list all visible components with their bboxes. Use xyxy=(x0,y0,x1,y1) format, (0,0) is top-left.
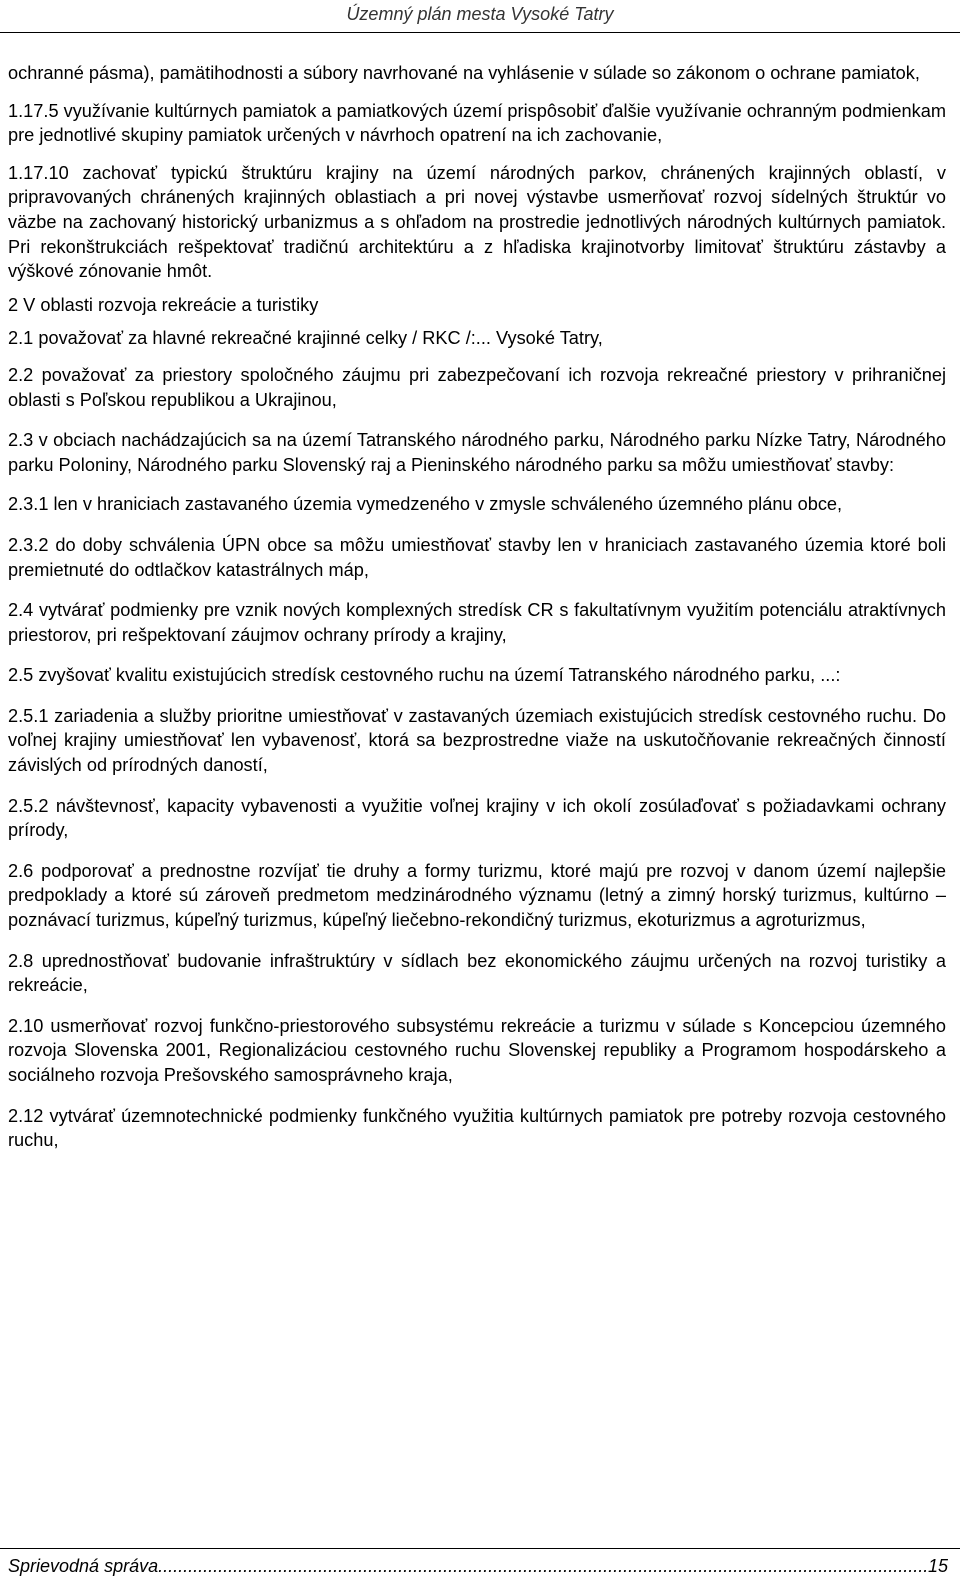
paragraph-2-6: 2.6 podporovať a prednostne rozvíjať tie druhy a formy turizmu, ktoré majú pre rozvoj v danom území najlepšie predpoklady a ktoré sú zároveň predmetom medzinárodného významu (letný a zimný horský turizmus, kultúrno – poznávací turizmus, kúpeľný turizmus, kúpeľný liečebno-rekondičný turizmus, ekoturizmus a agroturizmus, xyxy=(8,860,946,931)
paragraph-2-3-2: 2.3.2 do doby schválenia ÚPN obce sa môžu umiestňovať stavby len v hraniciach zastavaného územia ktoré boli premietnuté do odtlačkov katastrálnych máp, xyxy=(8,534,946,580)
section-heading-recreation: 2 V oblasti rozvoja rekreácie a turistiky xyxy=(8,294,319,315)
paragraph-2-3: 2.3 v obciach nachádzajúcich sa na území Tatranského národného parku, Národného parku Nízke Tatry, Národného parku Poloniny, Národného parku Slovenský raj a Pieninského národného parku sa môžu umiestňovať stavby: xyxy=(8,430,946,475)
footer-label: Sprievodná správa xyxy=(8,1556,159,1576)
paragraph-protected-zones: ochranné pásma), pamätihodnosti a súbory navrhované na vyhlásenie v súlade so zákonom o ochrane pamiatok, xyxy=(8,63,920,83)
paragraph-2-10: 2.10 usmerňovať rozvoj funkčno-priestorového subsystému rekreácie a turizmu v súlade s Koncepciou územného rozvoja Slovenska 2001, Regionalizáciou cestovného ruchu Slovenskej republiky a Programom hospodárskeho a sociálneho rozvoja Prešovského samosprávneho kraja, xyxy=(8,1015,946,1085)
paragraph-2-5-2: 2.5.2 návštevnosť, kapacity vybavenosti a využitie voľnej krajiny v ich okolí zosúlaďovať s požiadavkami ochrany prírody, xyxy=(8,795,946,841)
footer-dot-leader xyxy=(158,1556,928,1577)
paragraph-2-1: 2.1 považovať za hlavné rekreačné krajinné celky / RKC /:... Vysoké Tatry, xyxy=(8,328,603,349)
page-header xyxy=(0,0,960,40)
page-footer xyxy=(0,1536,960,1582)
paragraph-2-3-1: 2.3.1 len v hraniciach zastavaného územia vymedzeného v zmysle schváleného územného plánu obce, xyxy=(8,494,843,515)
paragraph-1-17-5: 1.17.5 využívanie kultúrnych pamiatok a pamiatkových území prispôsobiť ďalšie využívanie ochranným podmienkam pre jednotlivé skupiny pamiatok určených v návrhoch opatrení na ich zachovanie, xyxy=(8,100,946,146)
paragraph-1-17-10: 1.17.10 zachovať typickú štruktúru krajiny na území národných parkov, chránených krajinných oblastí, v pripravovaných chránených krajinných oblastiach a pri novej výstavbe usmerňovať rozvoj sídelných štruktúr vo väzbe na zachovaný historický urbanizmus a s ohľadom na prostredie jednotlivých národných kultúrnych pamiatok. Pri rekonštrukciách rešpektovať tradičnú architektúru a z hľadiska krajinotvorby limitovať štruktúru zástavby a výškové zónovanie hmôt. xyxy=(8,162,946,282)
paragraph-2-2: 2.2 považovať za priestory spoločného záujmu pri zabezpečovaní ich rozvoja rekreačné priestory v prihraničnej oblasti s Poľskou republikou a Ukrajinou, xyxy=(8,364,946,410)
paragraph-2-8: 2.8 uprednostňovať budovanie infraštruktúry v sídlach bez ekonomického záujmu určených na rozvoj turistiky a rekreácie, xyxy=(8,950,946,996)
paragraph-2-5: 2.5 zvyšovať kvalitu existujúcich stredísk cestovného ruchu na území Tatranského národného parku, ...: xyxy=(8,665,841,686)
paragraph-2-5-1: 2.5.1 zariadenia a služby prioritne umiestňovať v zastavaných územiach existujúcich stredísk cestovného ruchu. Do voľnej krajiny umiestňovať len vybavenosť, ktorá sa bezprostredne viaže na uskutočňovanie rekreačných činností závislých od prírodných daností, xyxy=(8,705,946,776)
footer-divider xyxy=(0,1548,960,1549)
paragraph-2-12: 2.12 vytvárať územnotechnické podmienky funkčného využitia kultúrnych pamiatok pre potreby rozvoja cestovného ruchu, xyxy=(8,1105,946,1151)
header-divider xyxy=(0,32,960,33)
document-body xyxy=(8,61,946,1153)
paragraph-2-4: 2.4 vytvárať podmienky pre vznik nových komplexných stredísk CR s fakultatívnym využitím potenciálu atraktívnych priestorov, pri rešpektovaní záujmov ochrany prírody a krajiny, xyxy=(8,600,946,645)
footer-line xyxy=(8,1556,948,1577)
page-number: 15 xyxy=(927,1556,948,1576)
document-title: Územný plán mesta Vysoké Tatry xyxy=(346,4,614,24)
